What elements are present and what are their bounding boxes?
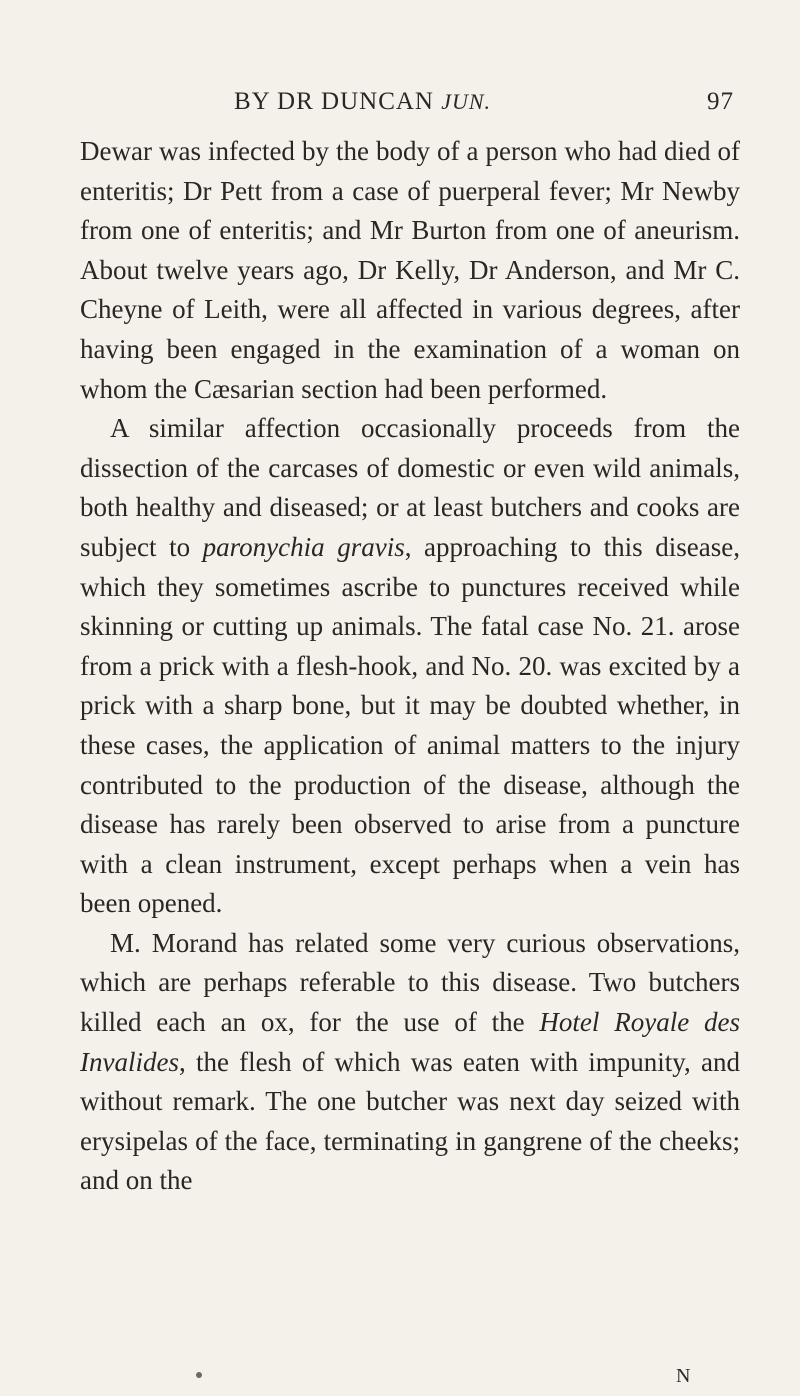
page-number: 97 — [707, 88, 734, 115]
paragraph-3-italic-term: Hotel Royale des Invalides — [80, 1007, 740, 1077]
paragraph-2-text-b: , approaching to this disease, which they sometimes ascribe to punctures received while skinning or cutting up animals. The fatal case No. 21. arose from a prick with a flesh-hook, and No. 20. was excited by a prick with a sharp bone, but it may be doubted whether, in these cases, the application of animal matters to the injury contributed to the production of the disease, although the disease has rarely been observed to arise from a puncture with a clean instrument, except perhaps when a vein has been opened. — [80, 531, 740, 919]
body-text — [80, 132, 740, 1201]
printer-dot — [196, 1372, 202, 1378]
running-head-author: BY DR DUNCAN — [234, 88, 442, 115]
paragraph-2 — [80, 409, 740, 924]
paragraph-1 — [80, 132, 740, 409]
running-head — [234, 88, 734, 122]
signature-mark: N — [676, 1365, 691, 1387]
paragraph-2-italic-term: paronychia gravis — [202, 531, 405, 562]
paragraph-1-text: Dewar was infected by the body of a person who had died of enteritis; Dr Pett from a case of puerperal fever; Mr Newby from one of enteritis; and Mr Burton from one of aneurism. About twelve years ago, Dr Kelly, Dr Anderson, and Mr C. Cheyne of Leith, were all affected in various degrees, after having been engaged in the examination of a woman on whom the Cæsarian section had been performed. — [80, 136, 740, 404]
paragraph-3-text-a: M. Morand has related some very curious observations, which are perhaps referable to this disease. Two butchers killed each an ox, for the use of the — [80, 927, 740, 1038]
paragraph-3-text-b: , the flesh of which was eaten with impunity, and without remark. The one butcher was next day seized with erysipelas of the face, terminating in gangrene of the cheeks; and on the — [80, 1046, 740, 1196]
paragraph-2-text-a: A similar affection occasionally proceeds from the dissection of the carcases of domestic or even wild animals, both healthy and diseased; or at least butchers and cooks are subject to — [80, 413, 740, 562]
paragraph-3 — [80, 924, 740, 1201]
running-head-suffix: JUN. — [441, 89, 492, 114]
running-head-title — [234, 88, 491, 116]
